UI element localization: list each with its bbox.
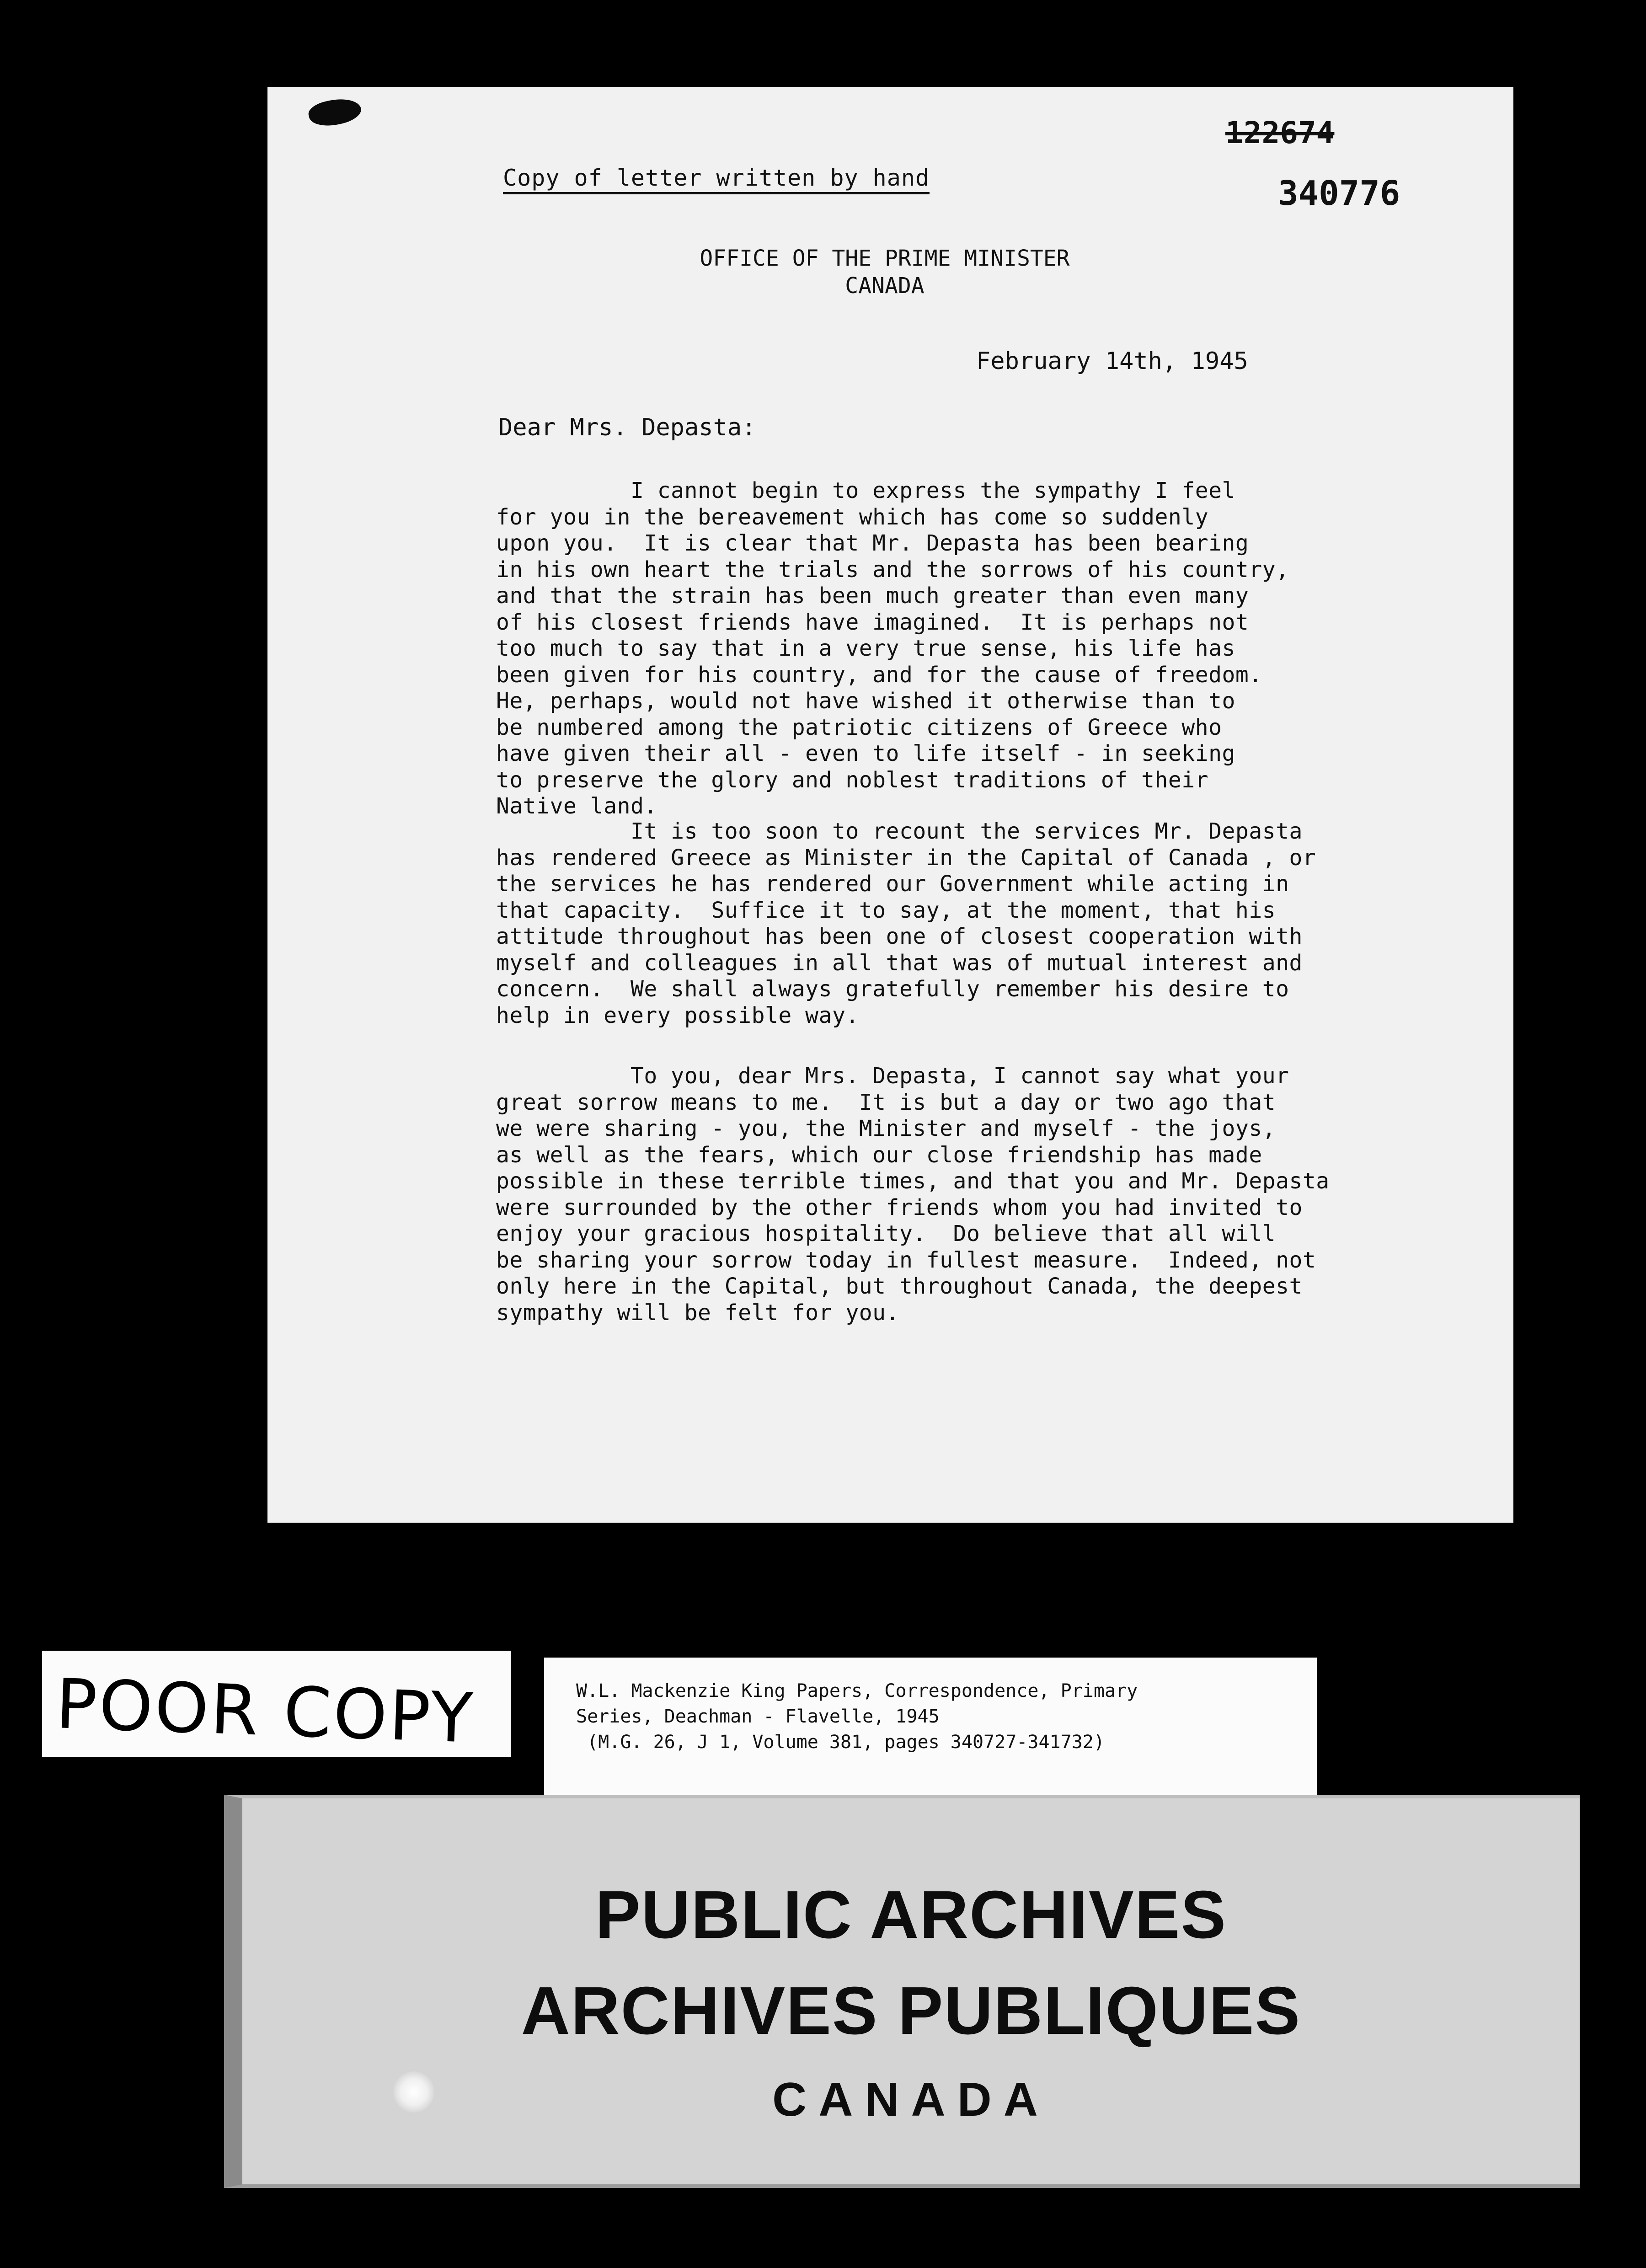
archives-banner	[224, 1795, 1580, 2188]
letter-line: great sorrow means to me. It is but a day or two ago that	[496, 1089, 1276, 1115]
file-number: 340776	[1278, 174, 1400, 213]
letter-paragraph-2	[496, 818, 1447, 1029]
letter-line: enjoy your gracious hospitality. Do believe that all will	[496, 1221, 1276, 1246]
letter-line: Native land.	[496, 793, 657, 819]
letter-line: I cannot begin to express the sympathy I feel	[496, 478, 1235, 503]
ink-blot	[307, 95, 363, 130]
letterhead	[679, 245, 1090, 300]
letter-line: possible in these terrible times, and that you and Mr. Depasta	[496, 1168, 1330, 1194]
poor-copy-label	[42, 1651, 511, 1757]
letter-paragraph-1	[496, 478, 1447, 820]
letterhead-country: CANADA	[845, 273, 925, 299]
letter-line: concern. We shall always gratefully remember his desire to	[496, 976, 1289, 1002]
letter-line: of his closest friends have imagined. It is perhaps not	[496, 609, 1249, 635]
archives-banner-english: PUBLIC ARCHIVES	[595, 1877, 1227, 1952]
letter-line: to preserve the glory and noblest traditions of their	[496, 767, 1209, 793]
letter-line: attitude throughout has been one of closest cooperation with	[496, 924, 1303, 949]
salutation: Dear Mrs. Depasta:	[498, 414, 756, 441]
letter-line: the services he has rendered our Government while acting in	[496, 871, 1289, 897]
letter-line: myself and colleagues in all that was of mutual interest and	[496, 950, 1303, 976]
film-light-spot	[393, 2071, 434, 2113]
letter-line: we were sharing - you, the Minister and myself - the joys,	[496, 1116, 1276, 1141]
letter-line: help in every possible way.	[496, 1002, 859, 1028]
letter-line: for you in the bereavement which has come so suddenly	[496, 504, 1209, 530]
letter-line: He, perhaps, would not have wished it otherwise than to	[496, 688, 1235, 714]
letter-line: To you, dear Mrs. Depasta, I cannot say what your	[496, 1063, 1289, 1089]
letter-line: in his own heart the trials and the sorrows of his country,	[496, 556, 1289, 583]
poor-copy-text: POOR COPY	[54, 1664, 476, 1759]
archives-banner-country: CANADA	[772, 2073, 1050, 2126]
citation-label	[544, 1658, 1317, 1808]
archives-banner-french: ARCHIVES PUBLIQUES	[521, 1973, 1301, 2049]
letter-date: February 14th, 1945	[976, 348, 1248, 375]
letter-line: that capacity. Suffice it to say, at the moment, that his	[496, 897, 1276, 923]
letter-line: have given their all - even to life itself - in seeking	[496, 741, 1235, 766]
letter-line: sympathy will be felt for you.	[496, 1300, 899, 1326]
letter-paragraph-3	[496, 1063, 1447, 1326]
letterhead-office: OFFICE OF THE PRIME MINISTER	[700, 246, 1070, 271]
letter-line: It is too soon to recount the services Mr. Depasta	[496, 818, 1303, 844]
copy-note: Copy of letter written by hand	[503, 165, 930, 194]
citation-line: (M.G. 26, J 1, Volume 381, pages 340727-341732)	[576, 1732, 1105, 1753]
letter-line: has rendered Greece as Minister in the Capital of Canada , or	[496, 845, 1316, 871]
letter-line: only here in the Capital, but throughout Canada, the deepest	[496, 1273, 1303, 1299]
letter-line: and that the strain has been much greater than even many	[496, 583, 1249, 609]
letter-line: been given for his country, and for the cause of freedom.	[496, 662, 1262, 688]
letter-line: were surrounded by the other friends whom you had invited to	[496, 1194, 1303, 1220]
citation-line: W.L. Mackenzie King Papers, Correspondence, Primary	[576, 1680, 1138, 1701]
file-number-struck: 122674	[1225, 115, 1335, 150]
letter-line: too much to say that in a very true sense, his life has	[496, 636, 1235, 661]
letter-line: be numbered among the patriotic citizens of Greece who	[496, 714, 1222, 740]
letter-line: as well as the fears, which our close friendship has made	[496, 1142, 1262, 1168]
letter-line: be sharing your sorrow today in fullest measure. Indeed, not	[496, 1247, 1316, 1273]
letter-page	[267, 87, 1513, 1523]
letter-line: upon you. It is clear that Mr. Depasta has been bearing	[496, 530, 1249, 556]
citation-line: Series, Deachman - Flavelle, 1945	[576, 1706, 940, 1727]
